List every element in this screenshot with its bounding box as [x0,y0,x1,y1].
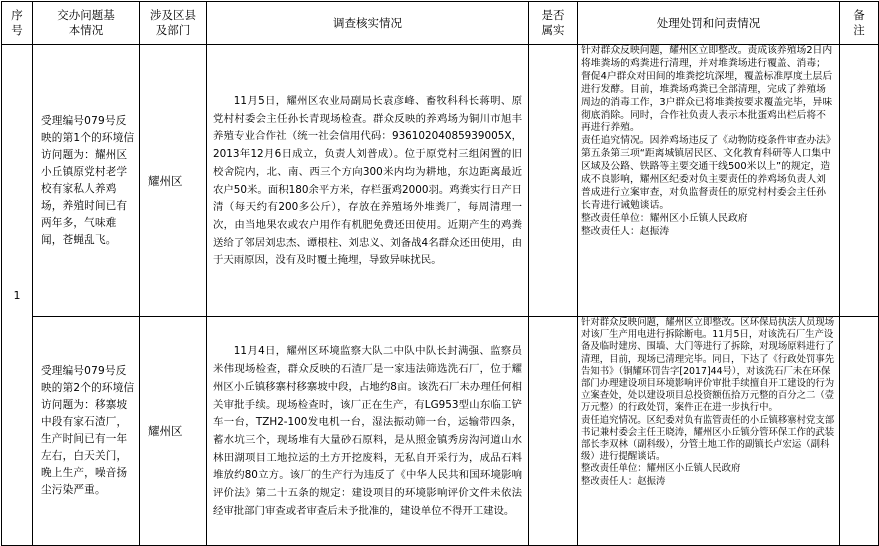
survey-cell: 11月4日，耀州区环境监察大队二中队中队长封满强、监察员米伟现场检查，群众反映的石渣厂是一家违法筛选洗石厂，位于耀州区小丘镇移寨村移寨坡中段，占地约8亩。该洗石厂未办理任何相关审批手续。现场检查时，该厂正在生产，有LG953型山东临工铲车一台，TZH2-100发电机一台，湿法振动筛一台，运输带四条，蓄水坑三个，现场堆有大量砂石原料，是从照金镇秀房沟河道山水林田湖项目工地拉运的土方开挖废料，无私自开采行为，成品石料堆放约80立方。该厂的生产行为违反了《中华人民共和国环境影响评价法》第二十五条的规定：建设项目的环境影响评价文件未依法经审批部门审查或者审查后未予批准的，建设单位不得开工建设。 [207,317,529,546]
handle-unit: 整改责任单位：耀州区小丘镇人民政府 [581,463,741,475]
real-cell [529,317,578,546]
header-seq: 序号 [2,2,33,45]
issue-cell: 受理编号079号反映的第1个的环境信访问题为：耀州区小丘镇原党村老学校有家私人养鸡场，养殖时间已有两年多，气味难闻，苍蝇乱飞。 [33,45,140,317]
handle-cell [578,45,840,317]
handle-measures: 针对群众反映问题，耀州区立即整改。责成该养殖场2日内将堆粪场的鸡粪进行清理，并对堆粪场进行覆盖、消毒；督促4户群众对田间的堆粪挖坑深埋，覆盖标准厚度土层后进行发酵。目前，堆粪场鸡粪已全部清理，完成了养殖场周边的消毒工作，3户群众已将堆粪按要求覆盖完毕，异味彻底消除。同时，合作社负责人表示本批蛋鸡出栏后将不再进行养殖。 [581,45,833,134]
header-survey: 调查核实情况 [207,2,529,45]
handle-accountability: 责任追究情况。区纪委对负有监管责任的小丘镇移寨村党支部书记兼村委会主任王晓涛，耀州区小丘镇分管环保工作的武装部长李双林（副科级），分管土地工作的副镇长卢宏运（副科级）进行提醒谈话。 [581,414,835,463]
header-row [2,2,879,45]
handle-person: 整改责任人：赵振涛 [581,475,666,487]
report-table [1,1,879,546]
table-row [2,45,879,317]
handle-unit: 整改责任单位：耀州区小丘镇人民政府 [581,212,748,224]
area-cell: 耀州区 [140,45,207,317]
area-cell: 耀州区 [140,317,207,546]
header-area: 涉及区县及部门 [140,2,207,45]
handle-person: 整改责任人：赵振涛 [581,225,670,237]
handle-measures: 针对群众反映问题，耀州区立即整改。区环保局执法人员现场对该厂生产用电进行拆除断电。11月5日，对该洗石厂生产设备及临时建房、围墙、大门等进行了拆除，对现场原料进行了清理，目前，现场已清理完毕。同日，下达了《行政处罚事先告知书》（铜耀环罚告字[2017]44号），对该洗石厂未在环保部门办理建设项目环境影响评价审批手续擅自开工建设的行为立案查处，处以建设项目总投资额伍拾万元整的百分之二（壹万元整）的行政处罚，案件正在进一步执行中。 [581,317,835,414]
group-seq: 1 [2,45,33,546]
header-handle: 处理处罚和问责情况 [578,2,840,45]
note-cell [840,45,879,317]
real-cell [529,45,578,317]
header-issue: 交办问题基本情况 [33,2,140,45]
note-cell [840,317,879,546]
handle-cell [578,317,840,546]
table-row [2,317,879,546]
issue-cell: 受理编号079号反映的第2个的环境信访问题为：移寨坡中段有家石渣厂，生产时间已有一年左右，白天关门，晚上生产，噪音扬尘污染严重。 [33,317,140,546]
header-note: 备注 [840,2,879,45]
survey-cell: 11月5日，耀州区农业局副局长袁彦峰、畜牧科科长蒋明、原党村村委会主任孙长青现场检查。群众反映的养鸡场为铜川市旭丰养殖专业合作社（统一社会信用代码：93610204085939005X，2013年12月6日成立，负责人刘普成）。位于原党村三组闲置的旧校舍院内，北、南、西三个方向300米内均为耕地，东边距离最近农户50米。面积180余平方米，存栏蛋鸡2000羽。鸡粪实行日产日清（每天约有200多公斤），存放在养殖场外堆粪厂，每周清理一次，由当地果农或农户用作有机肥免费还田使用。近期产生的鸡粪送给了邻居刘忠杰、谭根柱、刘忠义、刘备战4名群众还田使用，由于天雨原因，没有及时覆土掩埋，导致异味扰民。 [207,45,529,317]
handle-accountability: 责任追究情况。因养鸡场违反了《动物防疫条件审查办法》第五条第三项“距离城镇居民区、文化教育科研等人口集中区域及公路、铁路等主要交通干线500米以上”的规定，造成不良影响，耀州区纪委对负主要责任的养鸡场负责人刘普成进行立案审查，对负监督责任的原党村村委会主任孙长青进行诫勉谈话。 [581,135,831,211]
header-real: 是否属实 [529,2,578,45]
